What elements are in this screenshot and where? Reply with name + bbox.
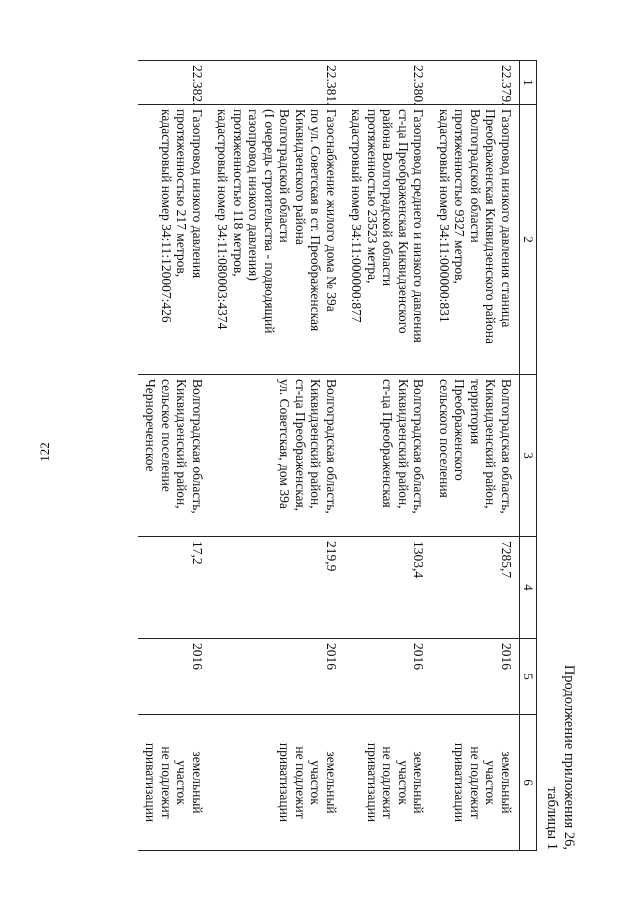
table-row	[210, 61, 344, 851]
note-line: земельный	[190, 751, 205, 814]
name-line: кадастровый номер 34:11:080003:4374	[215, 109, 231, 330]
object-year: 2016	[344, 639, 432, 715]
table-row	[432, 61, 520, 851]
row-number: 22.381.	[210, 61, 344, 105]
address-line: Чернореченское	[143, 379, 159, 472]
rotated-page-content	[115, 60, 585, 850]
name-line: Газопровод низкого давления	[190, 109, 205, 279]
name-line: протяженностью 118 метров,	[231, 109, 246, 277]
name-line: кадастровый номер 34:11:000000:831	[437, 109, 452, 323]
heading-line-1: Продолжение приложения 26,	[561, 664, 577, 850]
object-length: 17,2	[138, 537, 210, 639]
note-line: приватизации	[277, 742, 293, 823]
address-line: Киквидзенский район,	[483, 379, 499, 509]
name-line: Волгоградской области	[468, 109, 483, 243]
address-line: Киквидзенский район,	[396, 379, 411, 509]
object-year: 2016	[138, 639, 210, 715]
address-line: Волгоградская область,	[190, 379, 205, 514]
object-length: 1303,4	[344, 537, 432, 639]
address-line: Преображенского	[452, 379, 468, 481]
note-line: участок	[483, 760, 499, 805]
object-address	[432, 375, 520, 537]
name-line: Газопровод среднего и низкого давления	[411, 109, 427, 343]
address-line: Киквидзенский район,	[174, 379, 190, 509]
object-year: 2016	[432, 639, 520, 715]
address-line: ст-ца Преображенская,	[293, 379, 308, 512]
object-name	[432, 105, 520, 375]
name-line: ст-ца Преображенская Киквидзенского	[396, 109, 411, 334]
table-row	[138, 61, 210, 851]
address-line: Волгоградская область,	[324, 379, 339, 514]
note-line: не подлежит	[293, 746, 308, 819]
address-line: сельского поселения	[437, 379, 452, 498]
object-note	[432, 715, 520, 851]
name-line: кадастровый номер 34:11:000000:877	[349, 109, 365, 323]
object-address	[210, 375, 344, 537]
column-header-4: 4	[520, 537, 537, 639]
property-table	[138, 60, 537, 851]
heading-line-2: таблицы 1	[544, 786, 560, 850]
object-address	[344, 375, 432, 537]
row-number: 22.382.	[138, 61, 210, 105]
note-line: приватизации	[143, 742, 159, 823]
table-heading	[543, 60, 577, 850]
row-number: 22.379.	[432, 61, 520, 105]
note-line: земельный	[324, 751, 339, 814]
note-line: участок	[174, 760, 190, 805]
object-address	[138, 375, 210, 537]
address-line: Волгоградская область,	[499, 379, 514, 514]
column-header-3: 3	[520, 375, 537, 537]
name-line: района Волгоградской области	[380, 109, 396, 287]
object-year: 2016	[210, 639, 344, 715]
address-line: территория	[468, 379, 483, 445]
object-length: 7285,7	[432, 537, 520, 639]
note-line: не подлежит	[159, 746, 174, 819]
note-line: земельный	[411, 751, 427, 814]
table-row	[344, 61, 432, 851]
name-line: Волгоградской области	[277, 109, 293, 243]
column-header-1: 1	[520, 61, 537, 105]
name-line: Преображенская Киквидзенского района	[483, 109, 499, 344]
address-line: сельское поселение	[159, 379, 174, 492]
column-number-row	[520, 61, 537, 851]
name-line: Газопровод низкого давления станица	[499, 109, 514, 328]
address-line: Волгоградская область,	[411, 379, 427, 514]
note-line: приватизации	[452, 742, 468, 823]
object-name	[344, 105, 432, 375]
name-line: кадастровый номер 34:11:120007:426	[159, 109, 174, 323]
name-line: протяженностью 217 метров,	[174, 109, 190, 278]
note-line: участок	[396, 760, 411, 805]
row-number: 22.380.	[344, 61, 432, 105]
name-line: газопровод низкого давления)	[246, 109, 262, 281]
column-header-6: 6	[520, 715, 537, 851]
column-header-5: 5	[520, 639, 537, 715]
note-line: земельный	[499, 751, 514, 814]
note-line: участок	[308, 760, 324, 805]
name-line: протяженностью 9327 метров,	[452, 109, 468, 284]
name-line: (I очередь строительства - подводящий	[262, 109, 277, 334]
name-line: Газоснабжение жилого дома № 39а	[324, 109, 339, 312]
page-number: 122	[36, 442, 52, 462]
object-name	[138, 105, 210, 375]
name-line: протяженностью 23523 метра,	[365, 109, 380, 284]
object-note	[138, 715, 210, 851]
name-line: Киквидзенского района	[293, 109, 308, 245]
column-header-2: 2	[520, 105, 537, 375]
address-line: ул. Советская, дом 39а	[277, 379, 293, 509]
note-line: не подлежит	[380, 746, 396, 819]
name-line: по ул. Советская в ст. Преображенская	[308, 109, 324, 332]
note-line: не подлежит	[468, 746, 483, 819]
object-length: 219,9	[210, 537, 344, 639]
object-note	[344, 715, 432, 851]
address-line: ст-ца Преображенская	[380, 379, 396, 508]
object-name	[210, 105, 344, 375]
address-line: Киквидзенский район,	[308, 379, 324, 509]
note-line: приватизации	[365, 742, 380, 823]
object-note	[210, 715, 344, 851]
